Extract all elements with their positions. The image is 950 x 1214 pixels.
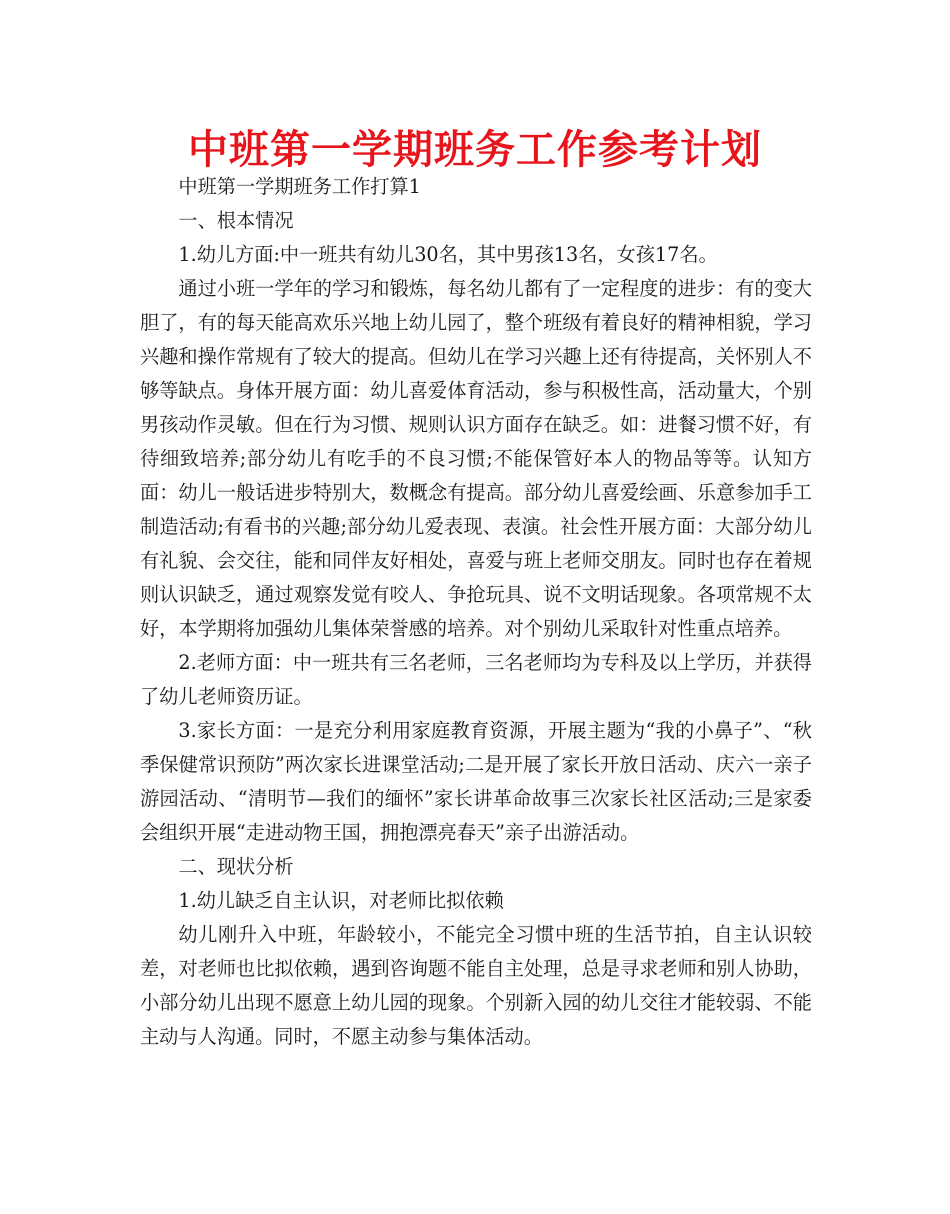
section-heading-analysis: 二、现状分析	[178, 855, 294, 878]
paragraph-parents: 3.家长方面：一是充分利用家庭教育资源，开展主题为“我的小鼻子”、“秋季保健常识预防”两次家长进课堂活动;二是开展了家长开放日活动、庆六一亲子游园活动、“清明节—我们的缅怀”家长讲革命故事三次家长社区活动;三是家委会组织开展“走进动物王国，拥抱漂亮春天”亲子出游活动。	[140, 719, 812, 844]
document-body	[140, 170, 812, 1054]
section-heading-basic: 一、根本情况	[178, 209, 294, 232]
paragraph-progress: 通过小班一学年的学习和锻炼，每名幼儿都有了一定程度的进步：有的变大胆了，有的每天能高欢乐兴地上幼儿园了，整个班级有着良好的精神相貌，学习兴趣和操作常规有了较大的提高。但幼儿在学习兴趣上还有待提高，关怀别人不够等缺点。身体开展方面：幼儿喜爱体育活动，参与积极性高，活动量大，个别男孩动作灵敏。但在行为习惯、规则认识方面存在缺乏。如：进餐习惯不好，有待细致培养;部分幼儿有吃手的不良习惯;不能保管好本人的物品等等。认知方面：幼儿一般话进步特别大，数概念有提高。部分幼儿喜爱绘画、乐意参加手工制造活动;有看书的兴趣;部分幼儿爱表现、表演。社会性开展方面：大部分幼儿有礼貌、会交往，能和同伴友好相处，喜爱与班上老师交朋友。同时也存在着规则认识缺乏，通过观察发觉有咬人、争抢玩具、说不文明话现象。各项常规不太好，本学期将加强幼儿集体荣誉感的培养。对个别幼儿采取针对性重点培养。	[140, 277, 812, 640]
document-title: 中班第一学期班务工作参考计划	[188, 127, 762, 173]
section-subtitle: 中班第一学期班务工作打算1	[178, 175, 421, 198]
paragraph-children: 1.幼儿方面:中一班共有幼儿30名，其中男孩13名，女孩17名。	[178, 243, 718, 266]
paragraph-autonomy-heading: 1.幼儿缺乏自主认识，对老师比拟依赖	[178, 889, 504, 912]
paragraph-teachers: 2.老师方面：中一班共有三名老师，三名老师均为专科及以上学历，并获得了幼儿老师资历证。	[140, 651, 812, 708]
paragraph-autonomy: 幼儿刚升入中班，年龄较小，不能完全习惯中班的生活节拍，自主认识较差，对老师也比拟依赖，遇到咨询题不能自主处理，总是寻求老师和别人协助，小部分幼儿出现不愿意上幼儿园的现象。个别新入园的幼儿交往才能较弱、不能主动与人沟通。同时，不愿主动参与集体活动。	[140, 923, 812, 1048]
